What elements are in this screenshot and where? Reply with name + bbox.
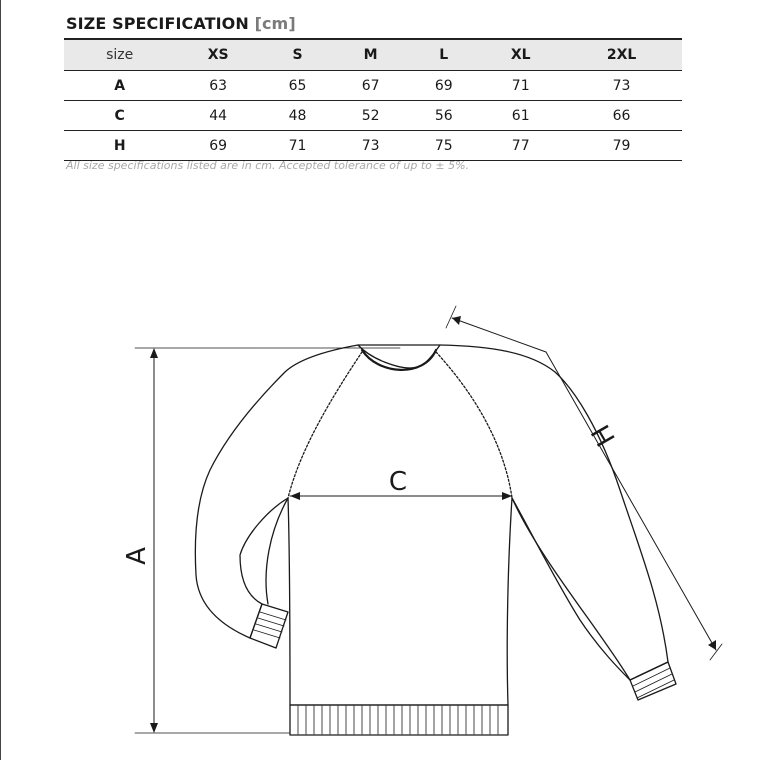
size-specification-table — [64, 38, 682, 161]
dimension-c-label: C — [388, 467, 408, 497]
sleeve-fold-left — [266, 498, 288, 604]
table-cell: 66 — [612, 107, 631, 124]
dimension-a-label: A — [122, 547, 152, 565]
tolerance-note: All size specifications listed are in cm. Accepted tolerance of up to ± 5%. — [66, 159, 470, 172]
cuff-right — [630, 662, 676, 700]
collar-ribbing — [358, 345, 440, 368]
table-cell: 71 — [288, 137, 307, 154]
column-header-s: S — [292, 47, 303, 63]
table-cell: 79 — [612, 137, 631, 154]
table-row — [64, 71, 682, 101]
column-header-xs: XS — [207, 47, 229, 63]
table-cell: 44 — [209, 107, 228, 124]
column-header-xl: XL — [510, 47, 531, 63]
table-header-row — [64, 39, 682, 71]
cuff-left — [250, 604, 288, 648]
row-label: A — [114, 77, 126, 94]
sleeve-fold-right — [512, 498, 630, 680]
table-cell: 69 — [209, 137, 228, 154]
table-cell: 48 — [288, 107, 307, 124]
column-header-2xl: 2XL — [606, 47, 637, 63]
row-label: C — [114, 107, 125, 124]
dimension-h-label: H — [586, 419, 622, 451]
table-cell: 52 — [361, 107, 380, 124]
page-title — [66, 14, 296, 33]
waistband — [290, 705, 508, 735]
table-cell: 73 — [361, 137, 380, 154]
sweatshirt-outline — [195, 345, 668, 705]
table-cell: 63 — [209, 77, 228, 94]
table-cell: 71 — [511, 77, 530, 94]
table-cell: 65 — [288, 77, 307, 94]
table-cell: 77 — [511, 137, 530, 154]
table-row — [64, 131, 682, 161]
dimension-a — [135, 348, 400, 733]
title-unit: [cm] — [254, 14, 296, 33]
table-cell: 56 — [434, 107, 453, 124]
table-cell: 69 — [434, 77, 453, 94]
title-text: SIZE SPECIFICATION — [66, 14, 249, 33]
column-header-size: size — [106, 47, 134, 63]
table-cell: 75 — [434, 137, 453, 154]
table-cell: 67 — [361, 77, 380, 94]
column-header-l: L — [439, 47, 449, 63]
raglan-seam-right — [436, 352, 512, 498]
waistband-ribbing — [298, 706, 498, 734]
raglan-seam-left — [288, 352, 362, 498]
sweatshirt-measurement-diagram — [0, 290, 772, 760]
row-label: H — [113, 137, 126, 154]
table-cell: 61 — [511, 107, 530, 124]
column-header-m: M — [363, 47, 378, 63]
dimension-h — [446, 306, 722, 660]
table-cell: 73 — [612, 77, 631, 94]
table-row — [64, 101, 682, 131]
